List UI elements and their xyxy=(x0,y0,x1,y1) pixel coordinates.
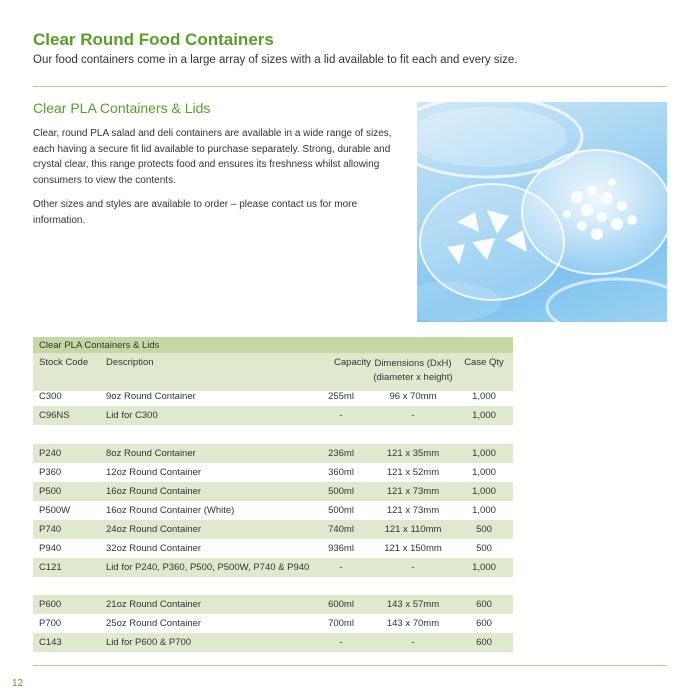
table-row xyxy=(33,595,513,614)
cell-stock-code: P940 xyxy=(39,543,62,554)
table-row xyxy=(33,387,513,406)
cell-capacity: - xyxy=(339,637,343,648)
cell-capacity: 600ml xyxy=(328,599,354,610)
cell-description: Lid for P240, P360, P500, P500W, P740 & P940 xyxy=(106,562,310,573)
cell-stock-code: P500 xyxy=(39,486,62,497)
cell-dimensions: - xyxy=(411,562,415,573)
cell-description: 16oz Round Container (White) xyxy=(106,505,235,516)
cell-dimensions: - xyxy=(411,410,415,421)
cell-capacity: 255ml xyxy=(328,391,354,402)
cell-case-qty: 1,000 xyxy=(472,410,496,421)
cell-capacity: 740ml xyxy=(328,524,354,535)
cell-capacity: 500ml xyxy=(328,505,354,516)
cell-stock-code: P700 xyxy=(39,618,62,629)
header-stock-code: Stock Code xyxy=(39,357,89,368)
cell-stock-code: P500W xyxy=(39,505,71,516)
cell-case-qty: 1,000 xyxy=(472,391,496,402)
page-subtitle: Our food containers come in a large array of sizes with a lid available to fit each and every size. xyxy=(33,54,518,66)
cell-description: 16oz Round Container xyxy=(106,486,202,497)
cell-capacity: - xyxy=(339,562,343,573)
cell-description: 12oz Round Container xyxy=(106,467,202,478)
page-title: Clear Round Food Containers xyxy=(33,30,274,49)
cell-description: 21oz Round Container xyxy=(106,599,202,610)
cell-case-qty: 1,000 xyxy=(472,448,496,459)
header-dimensions-main: Dimensions (DxH) xyxy=(374,358,452,369)
cell-stock-code: P240 xyxy=(39,448,62,459)
cell-stock-code: P740 xyxy=(39,524,62,535)
table-row xyxy=(33,633,513,652)
cell-dimensions: 121 x 110mm xyxy=(384,524,442,535)
table-row xyxy=(33,520,513,539)
cell-capacity: 360ml xyxy=(328,467,354,478)
cell-case-qty: 1,000 xyxy=(472,467,496,478)
header-capacity: Capacity xyxy=(334,357,371,368)
cell-case-qty: 1,000 xyxy=(472,486,496,497)
table-row xyxy=(33,406,513,425)
cell-case-qty: 1,000 xyxy=(472,505,496,516)
header-case-qty: Case Qty xyxy=(464,357,504,368)
table-header-row xyxy=(33,353,513,391)
cell-capacity: 936ml xyxy=(328,543,354,554)
cell-stock-code: C96NS xyxy=(39,410,70,421)
page-number: 12 xyxy=(12,678,24,689)
cell-dimensions: 121 x 35mm xyxy=(386,448,440,459)
cell-stock-code: P360 xyxy=(39,467,62,478)
cell-description: 9oz Round Container xyxy=(106,391,196,402)
top-divider xyxy=(33,86,667,87)
cell-case-qty: 600 xyxy=(476,637,492,648)
cell-capacity: 236ml xyxy=(328,448,354,459)
section-title: Clear PLA Containers & Lids xyxy=(33,100,211,116)
bottom-divider xyxy=(33,665,667,666)
cell-dimensions: 143 x 70mm xyxy=(386,618,440,629)
cell-stock-code: P600 xyxy=(39,599,62,610)
header-dimensions-sub: (diameter x height) xyxy=(373,372,453,383)
cell-stock-code: C121 xyxy=(39,562,62,573)
cell-case-qty: 500 xyxy=(476,524,492,535)
cell-case-qty: 500 xyxy=(476,543,492,554)
table-caption-text: Clear PLA Containers & Lids xyxy=(39,339,160,351)
cell-dimensions: 121 x 73mm xyxy=(386,486,440,497)
cell-capacity: 700ml xyxy=(328,618,354,629)
header-description: Description xyxy=(106,357,154,368)
table-row xyxy=(33,444,513,463)
table-row xyxy=(33,539,513,558)
cell-dimensions: 143 x 57mm xyxy=(386,599,440,610)
cell-case-qty: 600 xyxy=(476,599,492,610)
cell-case-qty: 600 xyxy=(476,618,492,629)
cell-stock-code: C300 xyxy=(39,391,62,402)
cell-description: 25oz Round Container xyxy=(106,618,202,629)
table-row xyxy=(33,614,513,633)
product-photo xyxy=(417,102,667,322)
table-row xyxy=(33,482,513,501)
cell-stock-code: C143 xyxy=(39,637,62,648)
cell-dimensions: 121 x 52mm xyxy=(386,467,440,478)
cell-description: 8oz Round Container xyxy=(106,448,196,459)
section-paragraph-2: Other sizes and styles are available to order – please contact us for more information. xyxy=(33,199,358,226)
cell-description: Lid for P600 & P700 xyxy=(106,637,192,648)
cell-description: Lid for C300 xyxy=(106,410,158,421)
table-row xyxy=(33,463,513,482)
cell-description: 24oz Round Container xyxy=(106,524,202,535)
cell-case-qty: 1,000 xyxy=(472,562,496,573)
cell-capacity: - xyxy=(339,410,343,421)
cell-capacity: 500ml xyxy=(328,486,354,497)
cell-dimensions: 121 x 73mm xyxy=(386,505,440,516)
section-paragraph-1: Clear, round PLA salad and deli containers are available in a wide range of sizes, each having a secure fit lid available to purchase separately. Strong, durable and crystal clear, this range protects food and ensures its freshness whilst allowing consumers to view the contents. xyxy=(33,128,392,186)
cell-description: 32oz Round Container xyxy=(106,543,202,554)
table-row xyxy=(33,558,513,577)
header-dimensions xyxy=(371,353,455,385)
table-row xyxy=(33,501,513,520)
cell-dimensions: - xyxy=(411,637,415,648)
table-caption xyxy=(33,337,513,353)
cell-dimensions: 96 x 70mm xyxy=(389,391,437,402)
cell-dimensions: 121 x 150mm xyxy=(384,543,442,554)
